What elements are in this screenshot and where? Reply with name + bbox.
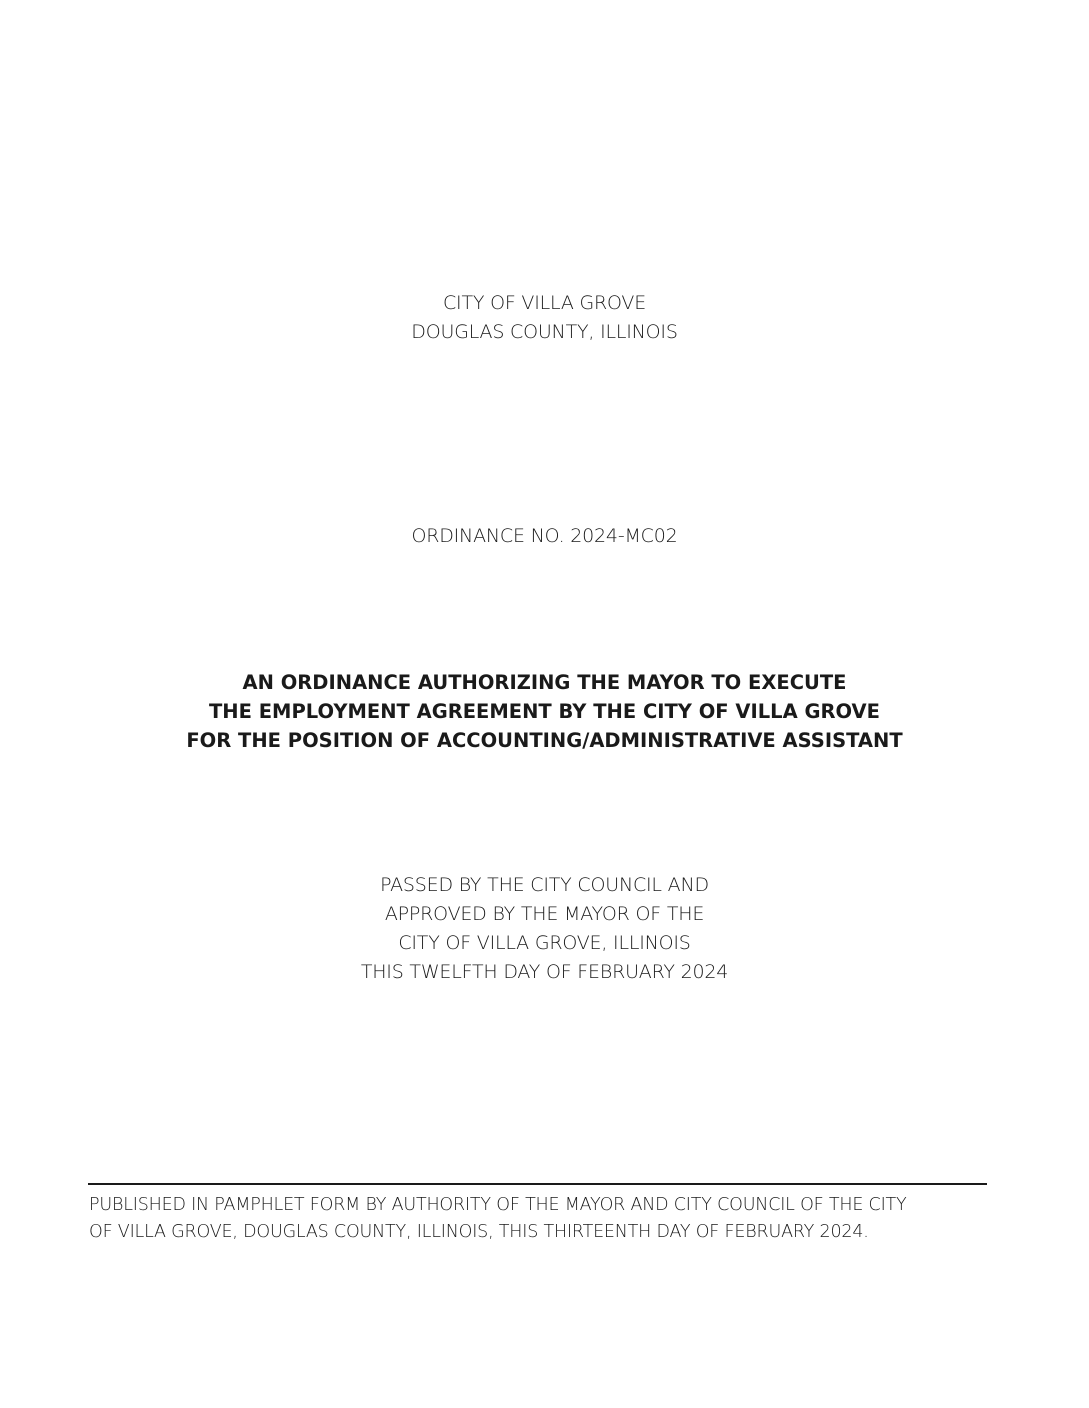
passage-line-4: THIS TWELFTH DAY OF FEBRUARY 2024 <box>360 961 729 983</box>
ordinance-number: ORDINANCE NO. 2024-MC02 <box>411 525 678 547</box>
publication-statement <box>89 1192 1009 1246</box>
ordinance-number-block <box>0 522 1089 551</box>
passage-statement <box>0 871 1089 987</box>
city-name: CITY OF VILLA GROVE <box>442 292 647 314</box>
municipality-header <box>0 289 1089 347</box>
publication-line-2: OF VILLA GROVE, DOUGLAS COUNTY, ILLINOIS, THIS THIRTEENTH DAY OF FEBRUARY 2024. <box>89 1222 869 1242</box>
passage-line-2: APPROVED BY THE MAYOR OF THE <box>384 903 705 925</box>
passage-line-3: CITY OF VILLA GROVE, ILLINOIS <box>398 932 691 954</box>
title-line-3: FOR THE POSITION OF ACCOUNTING/ADMINISTRATIVE ASSISTANT <box>186 729 903 752</box>
title-line-2: THE EMPLOYMENT AGREEMENT BY THE CITY OF VILLA GROVE <box>209 700 880 723</box>
ordinance-title <box>0 668 1089 755</box>
county-state: DOUGLAS COUNTY, ILLINOIS <box>411 321 678 343</box>
footer-divider <box>88 1183 987 1185</box>
publication-line-1: PUBLISHED IN PAMPHLET FORM BY AUTHORITY OF THE MAYOR AND CITY COUNCIL OF THE CITY <box>89 1195 907 1215</box>
passage-line-1: PASSED BY THE CITY COUNCIL AND <box>380 874 709 896</box>
title-line-1: AN ORDINANCE AUTHORIZING THE MAYOR TO EXECUTE <box>242 671 847 694</box>
